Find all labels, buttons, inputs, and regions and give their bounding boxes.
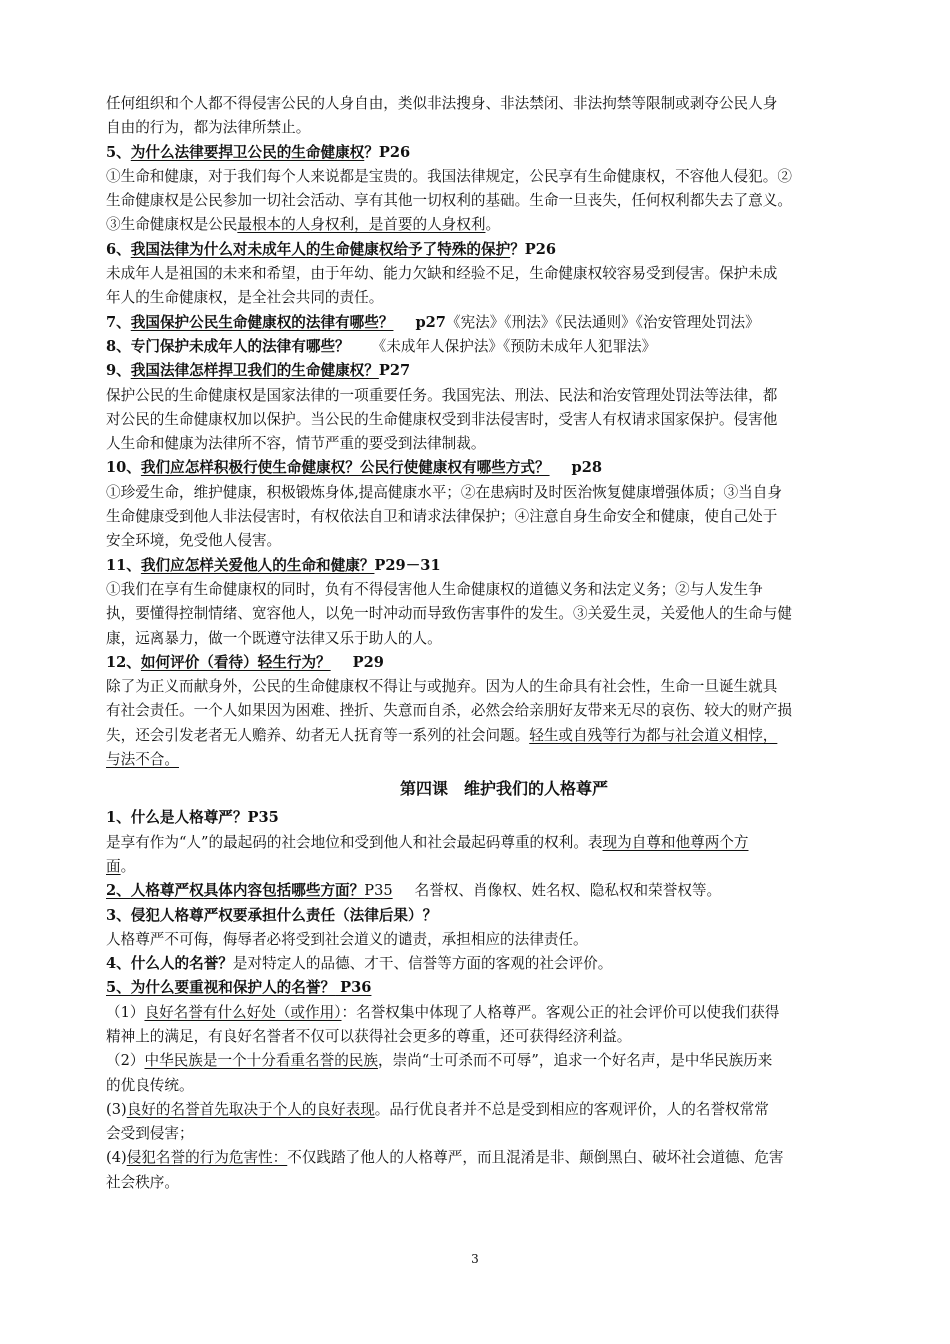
text-line [106,748,862,772]
text-line [106,92,862,116]
text-line [106,165,862,189]
text-line [106,481,862,505]
answer-text: 不仅践踏了他人的人格尊严，而且混淆是非、颠倒黑白、破坏社会道德、危害 [287,1149,784,1167]
answer-text: （2） [106,1052,145,1070]
answer-text: ③生命健康权是公民 [106,216,238,234]
text-line [106,311,862,335]
question-text: 5、 [106,143,131,161]
answer-text: 人格尊严不可侮，侮辱者必将受到社会道义的谴责，承担相应的法律责任。 [106,930,588,948]
text-line [106,141,862,165]
text-line [106,879,862,903]
question-text: 3、侵犯人格尊严权要承担什么责任（法律后果）？ [106,906,438,924]
question-text: 4、什么人的名誉？ [106,955,233,973]
answer-text: 良好名誉有什么好处（或作用） [144,1003,342,1021]
text-line [106,335,862,359]
answer-text: 自由的行为，都为法律所禁止。 [106,119,311,137]
question-text: 我国法律为什么对未成年人的生命健康权给予了特殊的保护 [130,240,511,258]
answer-text: 中华民族是一个十分看重名誉的民族 [144,1052,378,1070]
text-line [106,554,862,578]
text-line [106,1171,862,1195]
answer-text: 除了为正义而献身外，公民的生命健康权不得让与或抛弃。因为人的生命具有社会性，生命一旦诞生就具 [106,678,778,696]
question-text: 6、 [106,240,131,258]
answer-text: 生命健康受到他人非法侵害时，有权依法自卫和请求法律保护；④注意自身生命安全和健康，使自己处于 [106,508,778,526]
answer-text: 面 [106,857,121,875]
text-line [106,1001,862,1025]
text-line [106,384,862,408]
page-number: 3 [471,1252,479,1266]
answer-text: 良好的名誉首先取决于个人的良好表现 [126,1100,375,1118]
text-line [106,238,862,262]
question-text: 我国法律怎样捍卫我们的生命健康权？ [130,362,379,380]
text-line [106,1122,862,1146]
question-text: 5、为什么要重视和保护人的名誉？ [106,979,336,997]
question-text: 7、 [106,313,131,331]
answer-text: 《宪法》《刑法》《民法通则》《治安管理处罚法》 [445,313,760,331]
question-text: 12、 [106,653,141,671]
text-line [106,578,862,602]
text-line [106,1074,862,1098]
answer-text: 。 [120,857,136,875]
answer-text: 失，还会引发老者无人赡养、幼者无人抚育等一系列的社会问题。 [106,726,530,744]
question-text: 10、 [106,459,141,477]
text-line [106,675,862,699]
lesson-title: 第四课 维护我们的人格尊严 [399,779,608,799]
question-text: 我国保护公民生命健康权的法律有哪些？ [130,313,394,331]
question-text: 2、人格尊严权具体内容包括哪些方面？ [106,882,365,900]
text-line [106,262,862,286]
text-line [106,602,862,626]
text-line [106,1098,862,1122]
answer-text: （1） [106,1003,145,1021]
document-body [106,92,862,1195]
answer-text: 现为自尊和他尊两个方 [602,833,749,851]
answer-text: 有社会责任。一个人如果因为困难、挫折、失意而自杀，必然会给亲朋好友带来无尽的哀伤、较大的财产损 [106,702,792,720]
text-line [106,286,862,310]
question-text: p27 [415,313,446,331]
question-text: 11、 [106,556,141,574]
answer-text: 未成年人是祖国的未来和希望，由于年幼、能力欠缺和经验不足，生命健康权较容易受到侵害。保护未成 [106,265,778,283]
text-line [106,928,862,952]
text-line [106,456,862,480]
text-line [106,831,862,855]
text-line [106,1146,862,1170]
text-line [106,432,862,456]
answer-text: 与法不合。 [106,751,179,769]
answer-text: 的优良传统。 [106,1076,194,1094]
question-text: p28 [571,459,603,477]
question-text: 8、专门保护未成年人的法律有哪些？ [106,337,350,355]
answer-text: 名誉权、肖像权、姓名权、隐私权和荣誉权等。 [414,882,722,900]
text-line [106,1025,862,1049]
question-text: 为什么法律要捍卫公民的生命健康权 [130,143,365,161]
answer-text: ，崇尚“士可杀而不可辱”，追求一个好名声，是中华民族历来 [378,1052,773,1070]
answer-text: 人生命和健康为法律所不容，情节严重的要受到法律制裁。 [106,435,486,453]
answer-text: 年人的生命健康权，是全社会共同的责任。 [106,289,384,307]
question-text: P36 [335,979,372,997]
text-line [106,189,862,213]
answer-text: 。品行优良者并不总是受到相应的客观评价，人的名誉权常常 [374,1100,769,1118]
text-line [106,952,862,976]
text-line [106,651,862,675]
text-line [106,505,862,529]
question-text: P27 [378,362,411,380]
answer-text: (4) [106,1149,127,1167]
text-line [106,699,862,723]
question-text: ？P26 [364,143,411,161]
question-text: 我们应怎样积极行使生命健康权？公民行使健康权有哪些方式？ [140,459,550,477]
question-text: P29 [352,653,384,671]
answer-text: ：名誉权集中体现了人格尊严。客观公正的社会评价可以使我们获得 [341,1003,780,1021]
answer-text: 康，远离暴力，做一个既遵守法律又乐于助人的人。 [106,629,442,647]
text-line [106,724,862,748]
answer-text: 轻生或自残等行为都与社会道义相悖， [529,726,778,744]
answer-text: 社会秩序。 [106,1173,179,1191]
question-text: 9、 [106,362,131,380]
text-line [106,627,862,651]
answer-text: 精神上的满足，有良好名誉者不仅可以获得社会更多的尊重，还可获得经济利益。 [106,1027,632,1045]
text-line [106,806,862,830]
answer-text: ①生命和健康，对于我们每个人来说都是宝贵的。我国法律规定，公民享有生命健康权，不容他人侵犯。② [106,167,792,185]
text-line [106,213,862,237]
question-text: 1、什么是人格尊严？P35 [106,809,279,827]
answer-text: 安全环境，免受他人侵害。 [106,532,282,550]
answer-text: 生命健康权是公民参加一切社会活动、享有其他一切权利的基础。生命一旦丧失，任何权利都失去了意义。 [106,192,792,210]
text-line [106,408,862,432]
answer-text: (3) [106,1100,127,1118]
text-line [106,1049,862,1073]
answer-text: 对公民的生命健康权加以保护。当公民的生命健康权受到非法侵害时，受害人有权请求国家保护。侵害他 [106,410,778,428]
question-text: 如何评价（看待）轻生行为？ [140,653,331,671]
answer-text: 侵犯名誉的行为危害性： [126,1149,288,1167]
answer-text: 任何组织和个人都不得侵害公民的人身自由，类似非法搜身、非法禁闭、非法拘禁等限制或剥夺公民人身 [106,95,778,112]
answer-text: P35 [364,882,393,900]
answer-text: 会受到侵害； [106,1125,194,1143]
text-line [106,855,862,879]
text-line [106,904,862,928]
answer-text: 是享有作为“人”的最起码的社会地位和受到他人和社会最起码尊重的权利。表 [106,833,603,851]
answer-text: 最根本的人身权利，是首要的人身权利 [237,216,486,234]
answer-text: 《未成年人保护法》《预防未成年人犯罪法》 [371,337,657,355]
text-line [106,976,862,1000]
answer-text: 执，要懂得控制情绪、宽容他人，以免一时冲动而导致伤害事件的发生。③关爱生灵，关爱他人的生命与健 [106,605,792,623]
text-line [106,116,862,140]
answer-text: ①我们在享有生命健康权的同时，负有不得侵害他人生命健康权的道德义务和法定义务；②与人发生争 [106,580,763,598]
question-text: P29－31 [374,556,441,574]
text-line [106,359,862,383]
question-text: 我们应怎样关爱他人的生命和健康？ [140,556,375,574]
text-line [106,529,862,553]
question-text: ？P26 [510,240,557,258]
answer-text: 是对特定人的品德、才干、信誉等方面的客观的社会评价。 [232,955,613,973]
answer-text: 保护公民的生命健康权是国家法律的一项重要任务。我国宪法、刑法、民法和治安管理处罚法等法律，都 [106,386,778,404]
answer-text: ①珍爱生命，维护健康，积极锻炼身体,提高健康水平；②在患病时及时医治恢复健康增强体质；③当自身 [106,483,782,501]
answer-text: 。 [485,216,501,234]
